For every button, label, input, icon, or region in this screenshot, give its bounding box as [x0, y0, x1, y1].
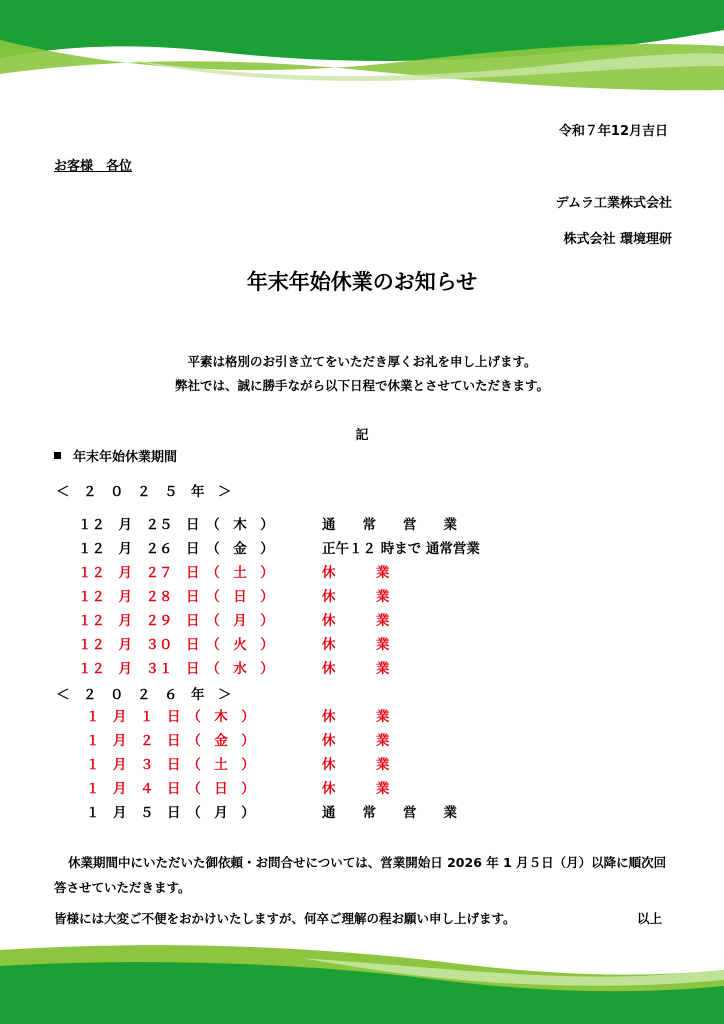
- greeting: [0, 350, 724, 398]
- recipient: お客様 各位: [54, 159, 133, 174]
- schedule-status: 通 常 営 業: [322, 517, 457, 533]
- schedule-status: 正午１２ 時まで 通常営業: [322, 541, 480, 557]
- issue-date: 令和７年12月吉日: [558, 124, 668, 139]
- year-header-2025: ＜ ２ ０ ２ ５ 年 ＞: [56, 484, 232, 500]
- schedule-status: 休 業: [322, 733, 390, 749]
- page-title: 年末年始休業のお知らせ: [246, 270, 478, 294]
- schedule-date: １２ 月 ２７ 日 （ 土 ）: [78, 565, 274, 581]
- schedule-status: 休 業: [322, 637, 390, 653]
- schedule-status: 休 業: [322, 709, 390, 725]
- schedule-date: １２ 月 ２６ 日 （ 金 ）: [78, 541, 274, 557]
- schedule-date: １ 月 １ 日 （ 木 ）: [86, 709, 255, 725]
- apology-text: 皆様には大変ご不便をおかけいたしますが、何卒ご理解の程お願い申し上げます。: [54, 911, 516, 926]
- schedule-status: 通 常 営 業: [322, 805, 457, 821]
- ki-marker: 記: [355, 428, 369, 443]
- company-name-1: デムラ工業株式会社: [555, 196, 672, 211]
- schedule-status: 休 業: [322, 565, 390, 581]
- greeting-line-2: 弊社では、誠に勝手ながら以下日程で休業とさせていただきます。: [174, 378, 549, 393]
- schedule-date: １２ 月 ３１ 日 （ 水 ）: [78, 661, 274, 677]
- schedule-date: １２ 月 ３０ 日 （ 火 ）: [78, 637, 274, 653]
- schedule-status: 休 業: [322, 589, 390, 605]
- year-header-2026: ＜ ２ ０ ２ ６ 年 ＞: [56, 687, 232, 703]
- section-title: 年末年始休業期間: [73, 450, 178, 465]
- schedule-status: 休 業: [322, 781, 390, 797]
- company-name-2: 株式会社 環境理研: [563, 232, 672, 247]
- square-bullet-icon: [54, 452, 61, 459]
- schedule-status: 休 業: [322, 661, 390, 677]
- schedule-date: １２ 月 ２８ 日 （ 日 ）: [78, 589, 274, 605]
- closing-paragraph: [54, 850, 674, 900]
- ijo-closing-mark: 以上: [636, 911, 662, 926]
- schedule-status: 休 業: [322, 613, 390, 629]
- schedule-date: １２ 月 ２５ 日 （ 木 ）: [78, 517, 274, 533]
- top-wave-decoration: [0, 0, 724, 92]
- schedule-date: １ 月 ４ 日 （ 日 ）: [86, 781, 255, 797]
- bottom-wave-decoration: [0, 936, 724, 1024]
- closing-text: 休業期間中にいただいた御依頼・お問合せについては、営業開始日 2026 年 1 月５日（月）以降に順次回答させていただきます。: [54, 855, 667, 895]
- schedule-status: 休 業: [322, 757, 390, 773]
- schedule-date: １２ 月 ２９ 日 （ 月 ）: [78, 613, 274, 629]
- schedule-date: １ 月 ５ 日 （ 月 ）: [86, 805, 255, 821]
- section-heading: [54, 446, 177, 465]
- schedule-date: １ 月 ３ 日 （ 土 ）: [86, 757, 255, 773]
- greeting-line-1: 平素は格別のお引き立てをいただき厚くお礼を申し上げます。: [187, 354, 537, 369]
- schedule-date: １ 月 ２ 日 （ 金 ）: [86, 733, 255, 749]
